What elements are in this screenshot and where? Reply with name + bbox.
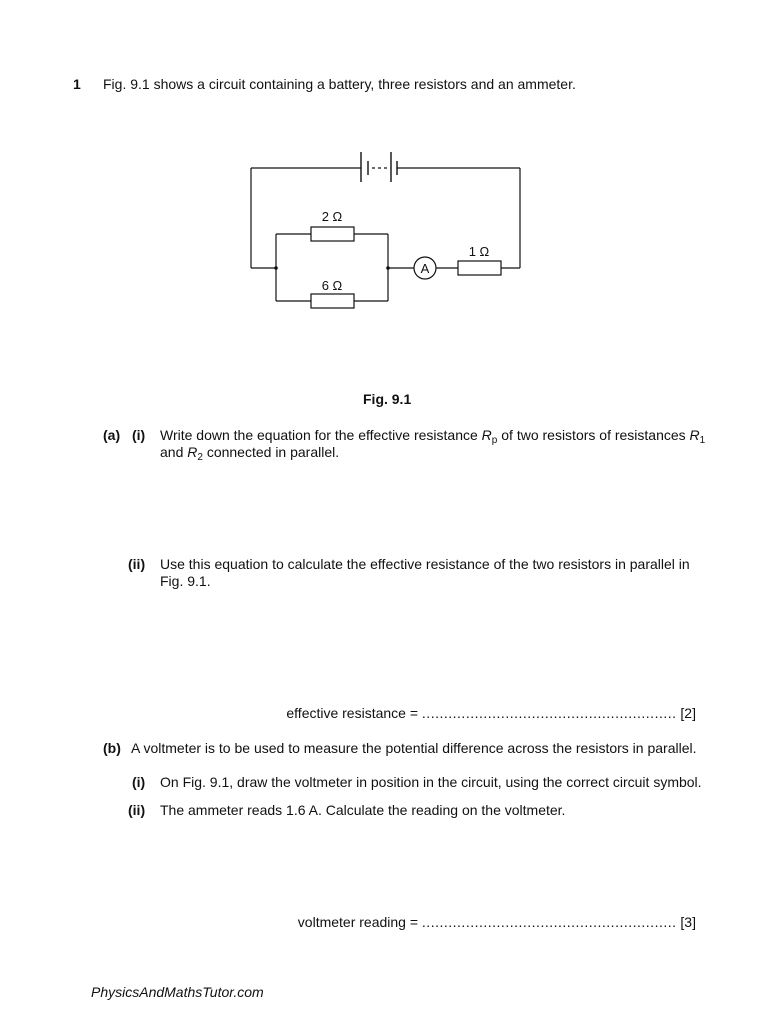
resistor-6-ohm	[311, 294, 354, 308]
resistor-2-ohm	[311, 227, 354, 241]
ammeter-label: A	[420, 261, 430, 276]
voltmeter-reading-blank[interactable]: ..........................................................	[421, 914, 677, 930]
part-a-ii-text	[160, 556, 690, 590]
symbol-rp: R	[481, 427, 492, 443]
part-b-ii-label: (ii)	[128, 802, 146, 818]
symbol-r2: R	[187, 444, 198, 460]
part-a-i-label: (i)	[132, 427, 146, 443]
effective-resistance-blank[interactable]: ..........................................................	[421, 705, 677, 721]
junction-dot-right	[386, 266, 390, 270]
footer-site: PhysicsAndMathsTutor.com	[91, 984, 264, 1000]
part-a-i-line1: Write down the equation for the effective resistance $R_p$ of two resistors of resistances $R_1$	[160, 427, 706, 446]
figure-caption: Fig. 9.1	[363, 391, 412, 407]
marks-a: [2]	[680, 705, 696, 721]
part-a-i-text	[160, 427, 705, 461]
part-a-ii-label: (ii)	[128, 556, 146, 572]
part-a-ii-line1: Use this equation to calculate the effective resistance of the two resistors in parallel in	[160, 556, 690, 572]
resistor-1-ohm	[458, 261, 501, 275]
junction-dot-left	[274, 266, 278, 270]
part-a-label: (a)	[103, 427, 121, 443]
part-b-i-text: On Fig. 9.1, draw the voltmeter in position in the circuit, using the correct circuit symbol.	[160, 774, 702, 790]
marks-b: [3]	[680, 914, 696, 930]
subscript-1: 1	[699, 435, 706, 446]
part-b-intro: A voltmeter is to be used to measure the potential difference across the resistors in parallel.	[131, 740, 697, 756]
voltmeter-reading-label: voltmeter reading =	[297, 914, 422, 930]
subscript-p: p	[491, 435, 498, 446]
question-intro: Fig. 9.1 shows a circuit containing a battery, three resistors and an ammeter.	[103, 76, 576, 92]
effective-resistance-answer-line	[286, 705, 696, 721]
question-number: 1	[73, 76, 81, 92]
symbol-r1: R	[689, 427, 700, 443]
part-b-i-label: (i)	[132, 774, 146, 790]
resistor-top-label: 2 Ω	[321, 209, 343, 224]
circuit-diagram	[0, 0, 768, 420]
voltmeter-reading-answer-line	[298, 914, 696, 930]
resistor-series-label: 1 Ω	[468, 244, 490, 259]
resistor-bottom-label: 6 Ω	[321, 278, 343, 293]
part-b-label: (b)	[103, 740, 121, 756]
subscript-2: 2	[197, 452, 203, 463]
effective-resistance-label: effective resistance =	[286, 705, 422, 721]
part-a-i-line2: and $R_2$ connected in parallel.	[160, 444, 340, 463]
part-b-ii-text: The ammeter reads 1.6 A. Calculate the reading on the voltmeter.	[160, 802, 566, 818]
part-a-ii-line2: Fig. 9.1.	[160, 573, 211, 589]
